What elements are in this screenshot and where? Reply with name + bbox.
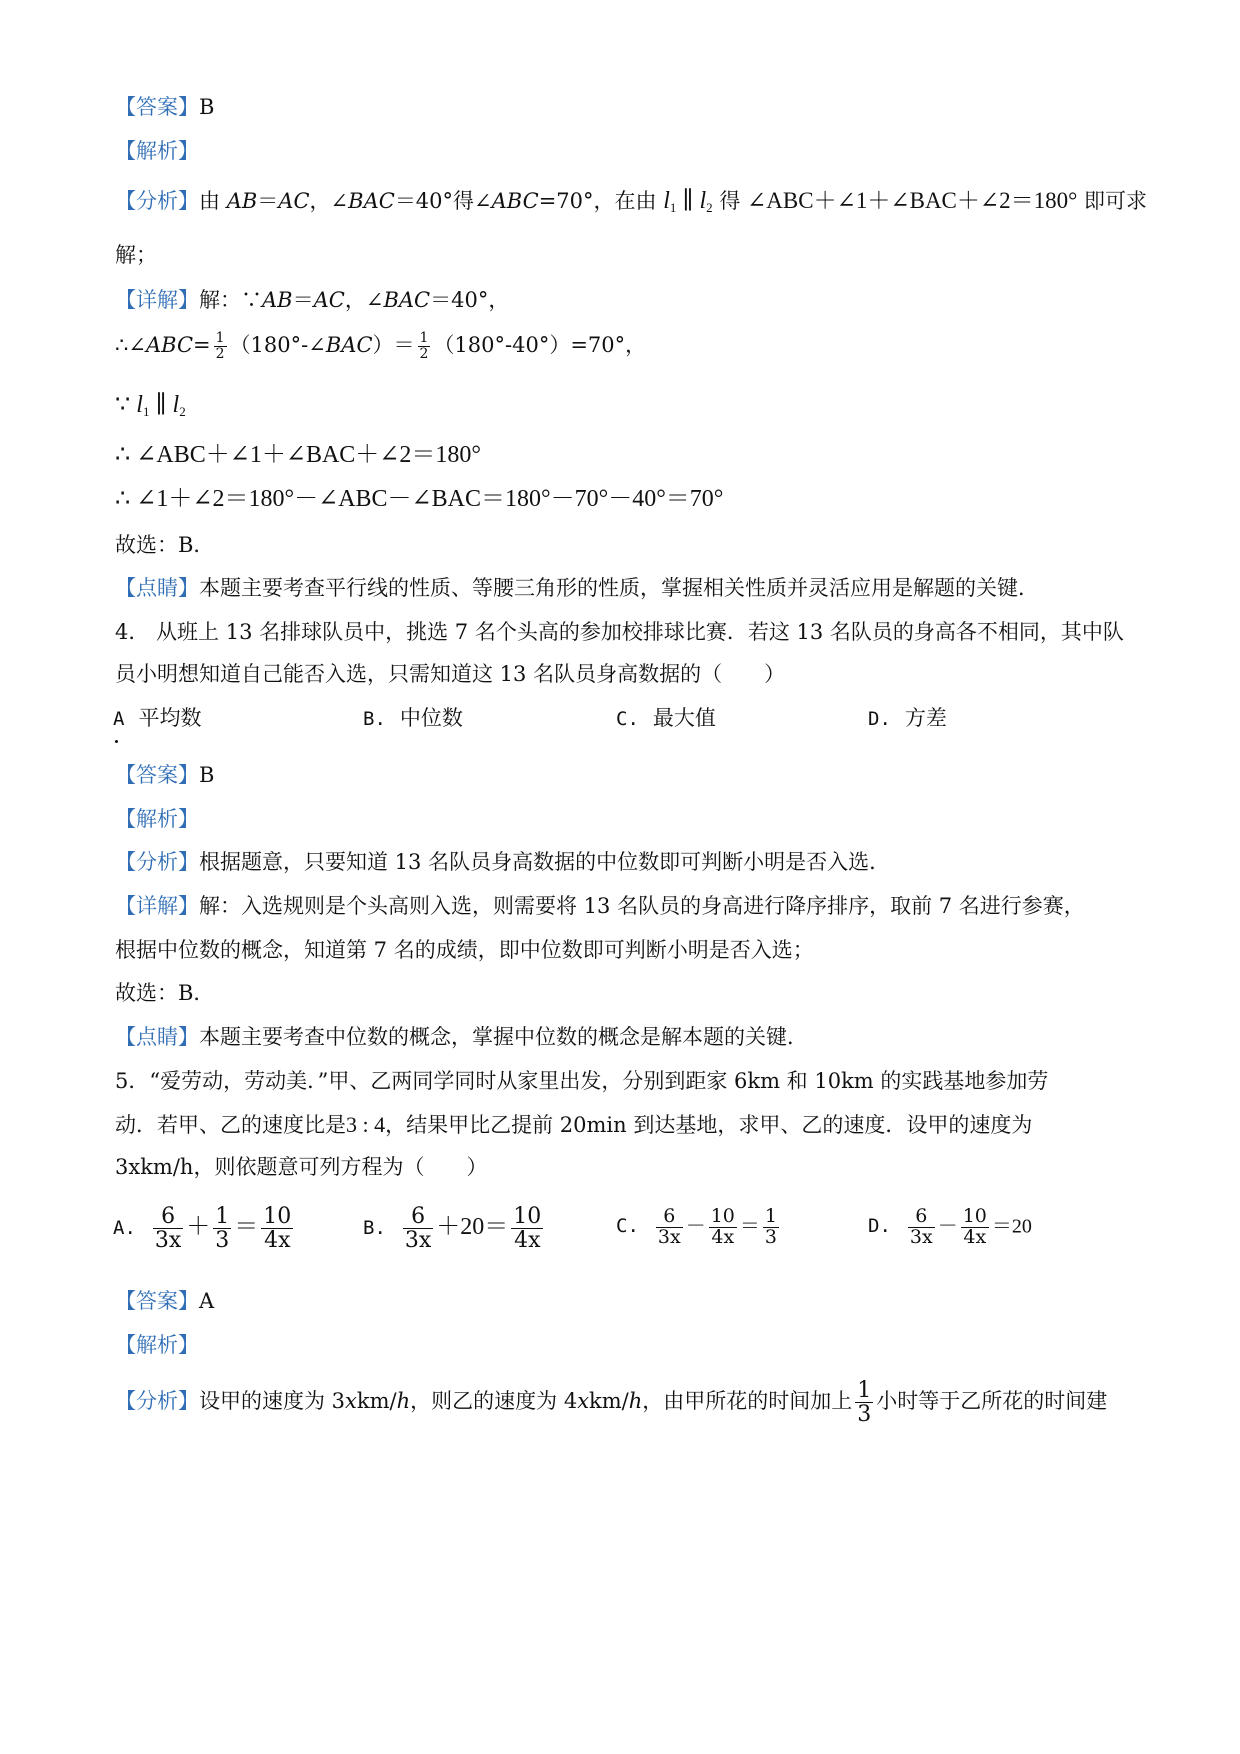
numerator: 1 bbox=[419, 330, 429, 347]
operator: ＋20＝ bbox=[436, 1214, 509, 1241]
text: 设甲的速度为 3 bbox=[199, 1389, 346, 1414]
q4-option-a[interactable] bbox=[113, 703, 201, 734]
numerator: 1 bbox=[215, 1204, 230, 1229]
math-var: h bbox=[628, 1389, 643, 1414]
fenxi-tag: 【分析】 bbox=[115, 850, 199, 874]
fraction-third bbox=[855, 1379, 873, 1426]
text: =70°，在由 bbox=[538, 189, 664, 213]
fraction-half bbox=[418, 331, 431, 361]
text: ）＝ bbox=[372, 333, 415, 357]
subscript: 1 bbox=[142, 404, 150, 419]
operator: ＋ bbox=[186, 1214, 211, 1241]
q3-step1 bbox=[115, 330, 646, 362]
q5-option-b[interactable] bbox=[363, 1205, 546, 1252]
denominator: 3 bbox=[764, 1225, 777, 1248]
text: ＝ bbox=[292, 288, 314, 312]
q4-answer-value: B bbox=[199, 763, 215, 787]
text: ＝40°得∠ bbox=[394, 189, 492, 213]
fraction bbox=[403, 1205, 433, 1252]
numerator: 1 bbox=[215, 330, 225, 347]
numerator: 6 bbox=[153, 1205, 183, 1229]
text: 由 bbox=[199, 189, 227, 213]
q3-step2 bbox=[115, 390, 186, 427]
text: ，∠ bbox=[309, 189, 349, 213]
xiangjie-tag: 【详解】 bbox=[115, 288, 199, 312]
q4-xiangjie-line1 bbox=[115, 891, 1085, 921]
numerator: 6 bbox=[908, 1207, 935, 1228]
text: 得 bbox=[712, 189, 747, 213]
q4-option-b[interactable] bbox=[363, 703, 463, 734]
math-var: h bbox=[396, 1389, 411, 1414]
numerator: 1 bbox=[764, 1205, 777, 1227]
fraction-half bbox=[214, 331, 227, 361]
text: 本题主要考查平行线的性质、等腰三角形的性质，掌握相关性质并灵活应用是解题的关键． bbox=[199, 576, 1039, 600]
text: 小时等于乙所花的时间建 bbox=[876, 1389, 1108, 1414]
math-var: AB bbox=[226, 189, 258, 213]
text: ，由甲所花的时间加上 bbox=[642, 1389, 853, 1414]
math-var: AC bbox=[278, 189, 310, 213]
q3-xiangjie-line1 bbox=[115, 285, 509, 315]
text: 动．若甲、乙的速度比是 bbox=[115, 1113, 346, 1137]
fraction bbox=[511, 1205, 543, 1252]
dianjing-tag: 【点睛】 bbox=[115, 1025, 199, 1049]
text: 解； bbox=[115, 243, 157, 267]
text: （180°-40°）=70°， bbox=[433, 333, 647, 357]
fraction bbox=[656, 1207, 683, 1248]
math-var: x bbox=[577, 1389, 590, 1414]
math-var: BAC bbox=[325, 333, 373, 357]
fraction bbox=[763, 1207, 779, 1248]
fraction bbox=[213, 1205, 231, 1252]
numerator: 10 bbox=[263, 1204, 292, 1229]
math-var: l bbox=[172, 392, 180, 418]
q4-analysis-heading bbox=[115, 804, 199, 834]
text: ∴∠ bbox=[115, 333, 146, 357]
operator: ＝20 bbox=[991, 1215, 1032, 1238]
q4-xiangjie-line2: 根据中位数的概念，知道第 7 名的成绩，即中位数即可判断小明是否入选； bbox=[115, 938, 814, 962]
option-text: 平均数 bbox=[138, 706, 202, 730]
math-var: BAC bbox=[348, 189, 395, 213]
text: 即可求 bbox=[1077, 189, 1148, 213]
option-text: 最大值 bbox=[652, 706, 716, 730]
numerator: 1 bbox=[857, 1378, 872, 1403]
math-var: l bbox=[699, 188, 707, 214]
q5-stem-line1: 5．“爱劳动，劳动美．”甲、乙两同学同时从家里出发，分别到距家 6km 和 10km 的实践基地参加劳 bbox=[115, 1069, 1049, 1093]
denominator: 4x bbox=[963, 1225, 987, 1248]
answer-tag: 【答案】 bbox=[115, 1289, 199, 1313]
angle-equation: ∠ABC＋∠1＋∠BAC＋∠2＝180° bbox=[747, 188, 1078, 213]
math-var: ABC bbox=[145, 333, 194, 357]
q5-option-c[interactable] bbox=[616, 1207, 782, 1248]
option-label: D. bbox=[868, 708, 891, 730]
option-label: D. bbox=[868, 1215, 891, 1238]
text: ，则乙的速度为 4 bbox=[410, 1389, 578, 1414]
text: km/ bbox=[589, 1389, 629, 1414]
fraction bbox=[709, 1207, 737, 1248]
text: ，结果甲比乙提前 20min 到达基地，求甲、乙的速度．设甲的速度为 bbox=[385, 1113, 1033, 1137]
denominator: 3x bbox=[909, 1225, 933, 1248]
xiangjie-tag: 【详解】 bbox=[115, 894, 199, 918]
math-var: AB bbox=[262, 288, 293, 312]
option-label: A bbox=[113, 708, 125, 730]
denominator: 2 bbox=[215, 346, 225, 362]
fenxi-tag: 【分析】 bbox=[115, 1389, 199, 1414]
math-var: l bbox=[663, 188, 670, 214]
text: ∵ bbox=[115, 392, 131, 418]
numerator: 10 bbox=[513, 1204, 542, 1229]
answer-tag: 【答案】 bbox=[115, 95, 199, 119]
q3-fenxi-line2 bbox=[115, 240, 157, 270]
text: km/ bbox=[356, 1389, 397, 1414]
fenxi-tag: 【分析】 bbox=[115, 189, 199, 213]
q5-answer-value: A bbox=[199, 1289, 215, 1313]
q4-stem-line1: 4． 从班上 13 名排球队员中，挑选 7 名个头高的参加校排球比赛．若这 13 名队员的身高各不相同，其中队 bbox=[115, 620, 1124, 644]
option-label: B. bbox=[363, 1217, 386, 1240]
math-var: AC bbox=[313, 288, 345, 312]
denominator: 3 bbox=[215, 1228, 230, 1254]
parallel-expr bbox=[663, 188, 712, 214]
fraction bbox=[908, 1207, 935, 1248]
q3-step4: ∴ ∠1＋∠2＝180°－∠ABC－∠BAC＝180°－70°－40°＝70° bbox=[115, 486, 724, 512]
math-var: x bbox=[345, 1389, 357, 1414]
fraction bbox=[961, 1207, 989, 1248]
q5-option-a[interactable] bbox=[113, 1205, 296, 1252]
answer-tag: 【答案】 bbox=[115, 763, 199, 787]
q4-fenxi bbox=[115, 847, 890, 877]
text: 解：∵ bbox=[199, 288, 262, 312]
option-label: A. bbox=[113, 1217, 136, 1240]
ratio: 3 : 4 bbox=[346, 1112, 386, 1137]
text: ＝ bbox=[257, 189, 279, 213]
denominator: 2 bbox=[419, 346, 429, 362]
text: = bbox=[193, 333, 211, 357]
parallel-symbol: ∥ bbox=[155, 392, 167, 418]
q3-dianjing bbox=[115, 573, 1039, 603]
text: 根据题意，只要知道 13 名队员身高数据的中位数即可判断小明是否入选． bbox=[199, 850, 891, 874]
operator: － bbox=[937, 1215, 958, 1238]
denominator: 3 bbox=[857, 1402, 872, 1428]
text: ，∠ bbox=[344, 288, 384, 312]
denominator: 3x bbox=[404, 1228, 432, 1254]
text: 解：入选规则是个头高则入选，则需要将 13 名队员的身高进行降序排序，取前 7 名进行参赛， bbox=[199, 894, 1085, 918]
analysis-tag: 【解析】 bbox=[115, 139, 199, 163]
text: （180°-∠ bbox=[229, 333, 326, 357]
option-label: C. bbox=[616, 708, 639, 730]
operator: － bbox=[685, 1215, 706, 1238]
q4-dianjing bbox=[115, 1022, 808, 1052]
subscript: 2 bbox=[706, 200, 713, 215]
fraction bbox=[153, 1205, 183, 1252]
numerator: 10 bbox=[710, 1205, 735, 1227]
fraction bbox=[261, 1205, 293, 1252]
denominator: 4x bbox=[711, 1225, 735, 1248]
q3-answer-line bbox=[115, 92, 214, 122]
text: 本题主要考查中位数的概念，掌握中位数的概念是解本题的关键． bbox=[199, 1025, 808, 1049]
q3-analysis-heading bbox=[115, 136, 199, 166]
q3-step3: ∴ ∠ABC＋∠1＋∠BAC＋∠2＝180° bbox=[115, 442, 481, 468]
parallel-symbol: ∥ bbox=[682, 188, 694, 214]
numerator: 6 bbox=[403, 1205, 433, 1229]
math-var: l bbox=[136, 392, 143, 418]
option-text: 中位数 bbox=[399, 706, 463, 730]
stray-dot bbox=[115, 740, 118, 743]
q4-option-d[interactable] bbox=[868, 703, 947, 734]
math-var: ABC bbox=[491, 189, 539, 213]
option-label: B. bbox=[363, 708, 386, 730]
denominator: 4x bbox=[514, 1228, 541, 1254]
q3-choose: 故选：B． bbox=[115, 533, 215, 557]
q5-stem-line3: 3xkm/h，则依题意可列方程为（ ） bbox=[115, 1155, 488, 1179]
math-var: BAC bbox=[383, 288, 431, 312]
subscript: 2 bbox=[179, 404, 186, 419]
analysis-tag: 【解析】 bbox=[115, 1333, 199, 1357]
option-text: 方差 bbox=[904, 706, 947, 730]
q3-answer-value: B bbox=[199, 95, 215, 119]
q5-answer-line bbox=[115, 1286, 214, 1316]
denominator: 4x bbox=[264, 1228, 291, 1254]
q5-stem-line2 bbox=[115, 1110, 1032, 1140]
q5-analysis-heading bbox=[115, 1330, 199, 1360]
operator: ＝ bbox=[234, 1214, 259, 1241]
dianjing-tag: 【点睛】 bbox=[115, 576, 199, 600]
q5-fenxi bbox=[115, 1379, 1107, 1426]
denominator: 3x bbox=[154, 1228, 182, 1254]
q4-stem-line2: 员小明想知道自己能否入选，只需知道这 13 名队员身高数据的（ ） bbox=[115, 662, 786, 686]
option-label: C. bbox=[616, 1215, 639, 1238]
denominator: 3x bbox=[657, 1225, 681, 1248]
subscript: 1 bbox=[669, 200, 677, 215]
q3-fenxi-line1 bbox=[115, 186, 1147, 223]
text: ＝40°， bbox=[430, 288, 510, 312]
numerator: 6 bbox=[656, 1207, 683, 1228]
q4-option-c[interactable] bbox=[616, 703, 716, 734]
operator: ＝ bbox=[739, 1215, 760, 1238]
numerator: 10 bbox=[962, 1205, 987, 1227]
q4-answer-line bbox=[115, 760, 214, 790]
q4-choose: 故选：B． bbox=[115, 981, 215, 1005]
q5-option-d[interactable] bbox=[868, 1207, 1032, 1248]
analysis-tag: 【解析】 bbox=[115, 807, 199, 831]
